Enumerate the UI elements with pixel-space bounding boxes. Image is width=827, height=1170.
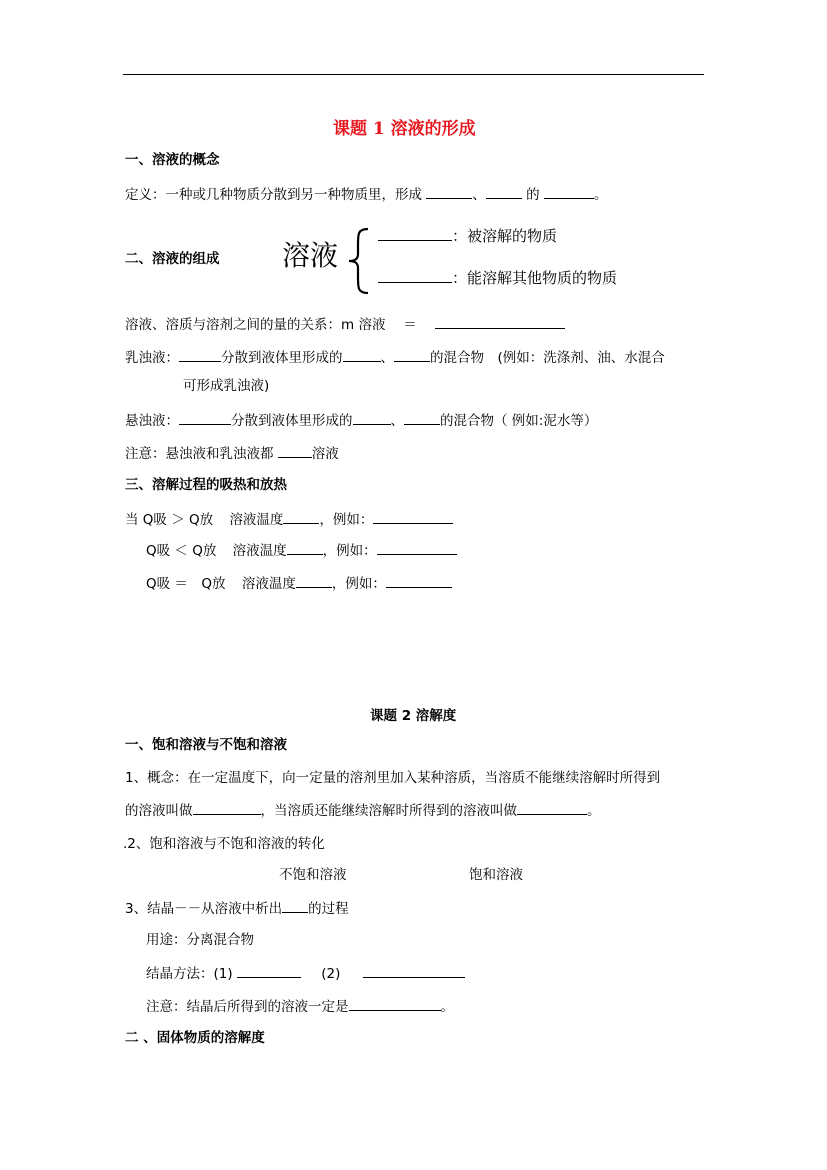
emulsion-mid2: 、 <box>380 350 394 366</box>
definition-sep2: 的 <box>526 187 540 203</box>
definition-line <box>125 184 607 205</box>
blank <box>386 573 452 588</box>
heat-row-lead: Q吸 ＝ Q放 <box>146 576 226 592</box>
blank <box>486 184 522 199</box>
header-rule <box>123 74 704 75</box>
blank <box>404 410 440 425</box>
sec1-heading: 一、溶液的概念 <box>125 152 220 168</box>
blank <box>435 314 565 329</box>
crystal-method-line <box>146 963 465 984</box>
relation-text: 溶液、溶质与溶剂之间的量的关系：m 溶液 ＝ <box>125 317 417 333</box>
unsaturated-label: 不饱和溶液 <box>279 867 347 883</box>
composition-line1 <box>378 226 557 247</box>
emulsion-line2: 可形成乳浊液) <box>183 378 270 394</box>
blank <box>349 996 441 1011</box>
crystal-note-end: 。 <box>440 999 454 1015</box>
blank <box>283 509 319 524</box>
lesson2-title: 课题 2 溶解度 <box>370 708 457 724</box>
blank <box>193 800 261 815</box>
crystal-note-line <box>146 996 454 1017</box>
crystal-method-prefix: 结晶方法：(1) <box>146 966 233 982</box>
crystal-note-prefix: 注意：结晶后所得到的溶液一定是 <box>146 999 349 1015</box>
suspension-mid1: 分散到液体里形成的 <box>231 413 353 429</box>
heat-row-3 <box>146 573 452 594</box>
suspension-prefix: 悬浊液： <box>125 413 179 429</box>
blank <box>426 184 472 199</box>
heat-row-example: ，例如： <box>319 512 374 528</box>
suspension-mid2: 、 <box>390 413 404 429</box>
blank <box>377 540 457 555</box>
concept-line2 <box>125 800 601 821</box>
heat-row-temp: 溶液温度 <box>241 576 296 592</box>
blank <box>544 184 594 199</box>
heat-row-example: ，例如： <box>331 576 386 592</box>
note-line <box>125 443 339 464</box>
conversion-heading: .2、饱和溶液与不饱和溶液的转化 <box>123 836 325 852</box>
composition-line1-suffix: ：被溶解的物质 <box>452 227 558 245</box>
crystal-method-mid: (2) <box>321 966 341 982</box>
definition-sep1: 、 <box>472 187 486 203</box>
note-suffix: 溶液 <box>311 446 339 462</box>
sec3-heading: 三、溶解过程的吸热和放热 <box>125 477 287 493</box>
blank <box>373 509 453 524</box>
emulsion-line <box>125 347 665 368</box>
blank <box>237 963 301 978</box>
heat-row-lead: 当 Q吸 ＞ Q放 <box>125 512 214 528</box>
blank <box>517 800 587 815</box>
suspension-line <box>125 410 597 431</box>
lesson1-title: 课题 1 溶液的形成 <box>333 119 476 139</box>
crystal-prefix: 3、结晶－－从溶液中析出 <box>125 901 283 917</box>
lesson2-sec1-heading: 一、饱和溶液与不饱和溶液 <box>125 737 287 753</box>
emulsion-mid3: 的混合物 (例如：洗涤剂、油、水混合 <box>430 350 665 366</box>
heat-row-example: ，例如： <box>322 543 377 559</box>
heat-row-lead: Q吸 ＜ Q放 <box>146 543 217 559</box>
blank <box>278 443 312 458</box>
blank <box>282 898 308 913</box>
blank <box>363 963 465 978</box>
definition-prefix: 定义：一种或几种物质分散到另一种物质里，形成 <box>125 187 422 203</box>
blank <box>353 410 391 425</box>
solution-big-label: 溶液 <box>282 239 339 272</box>
crystal-suffix: 的过程 <box>308 901 349 917</box>
concept-mid: ，当溶质还能继续溶解时所得到的溶液叫做 <box>260 803 517 819</box>
blank <box>378 268 452 283</box>
lesson2-sec2-heading: 二 、固体物质的溶解度 <box>125 1030 265 1046</box>
definition-end: 。 <box>593 187 608 203</box>
composition-line2 <box>378 268 617 289</box>
blank <box>394 347 430 362</box>
saturated-label: 饱和溶液 <box>469 867 523 883</box>
blank <box>179 347 221 362</box>
concept-end: 。 <box>587 803 601 819</box>
blank <box>179 410 231 425</box>
crystal-use: 用途：分离混合物 <box>146 932 254 948</box>
concept-line1: 1、概念：在一定温度下，向一定量的溶剂里加入某种溶质，当溶质不能继续溶解时所得到 <box>125 770 661 786</box>
emulsion-prefix: 乳浊液： <box>125 350 179 366</box>
blank <box>287 540 323 555</box>
blank <box>296 573 332 588</box>
sec2-heading: 二、溶液的组成 <box>125 251 220 267</box>
relation-line <box>125 314 565 335</box>
emulsion-mid1: 分散到液体里形成的 <box>221 350 343 366</box>
note-prefix: 注意：悬浊液和乳浊液都 <box>125 446 274 462</box>
heat-row-2 <box>146 540 457 561</box>
heat-row-temp: 溶液温度 <box>232 543 287 559</box>
curly-brace-icon <box>344 226 374 296</box>
concept-prefix: 的溶液叫做 <box>125 803 193 819</box>
composition-line2-suffix: ：能溶解其他物质的物质 <box>452 269 618 287</box>
suspension-mid3: 的混合物（ 例如:泥水等） <box>440 413 598 429</box>
blank <box>378 226 452 241</box>
heat-row-temp: 溶液温度 <box>229 512 284 528</box>
blank <box>343 347 381 362</box>
heat-row-1 <box>125 509 453 530</box>
crystal-line <box>125 898 349 919</box>
